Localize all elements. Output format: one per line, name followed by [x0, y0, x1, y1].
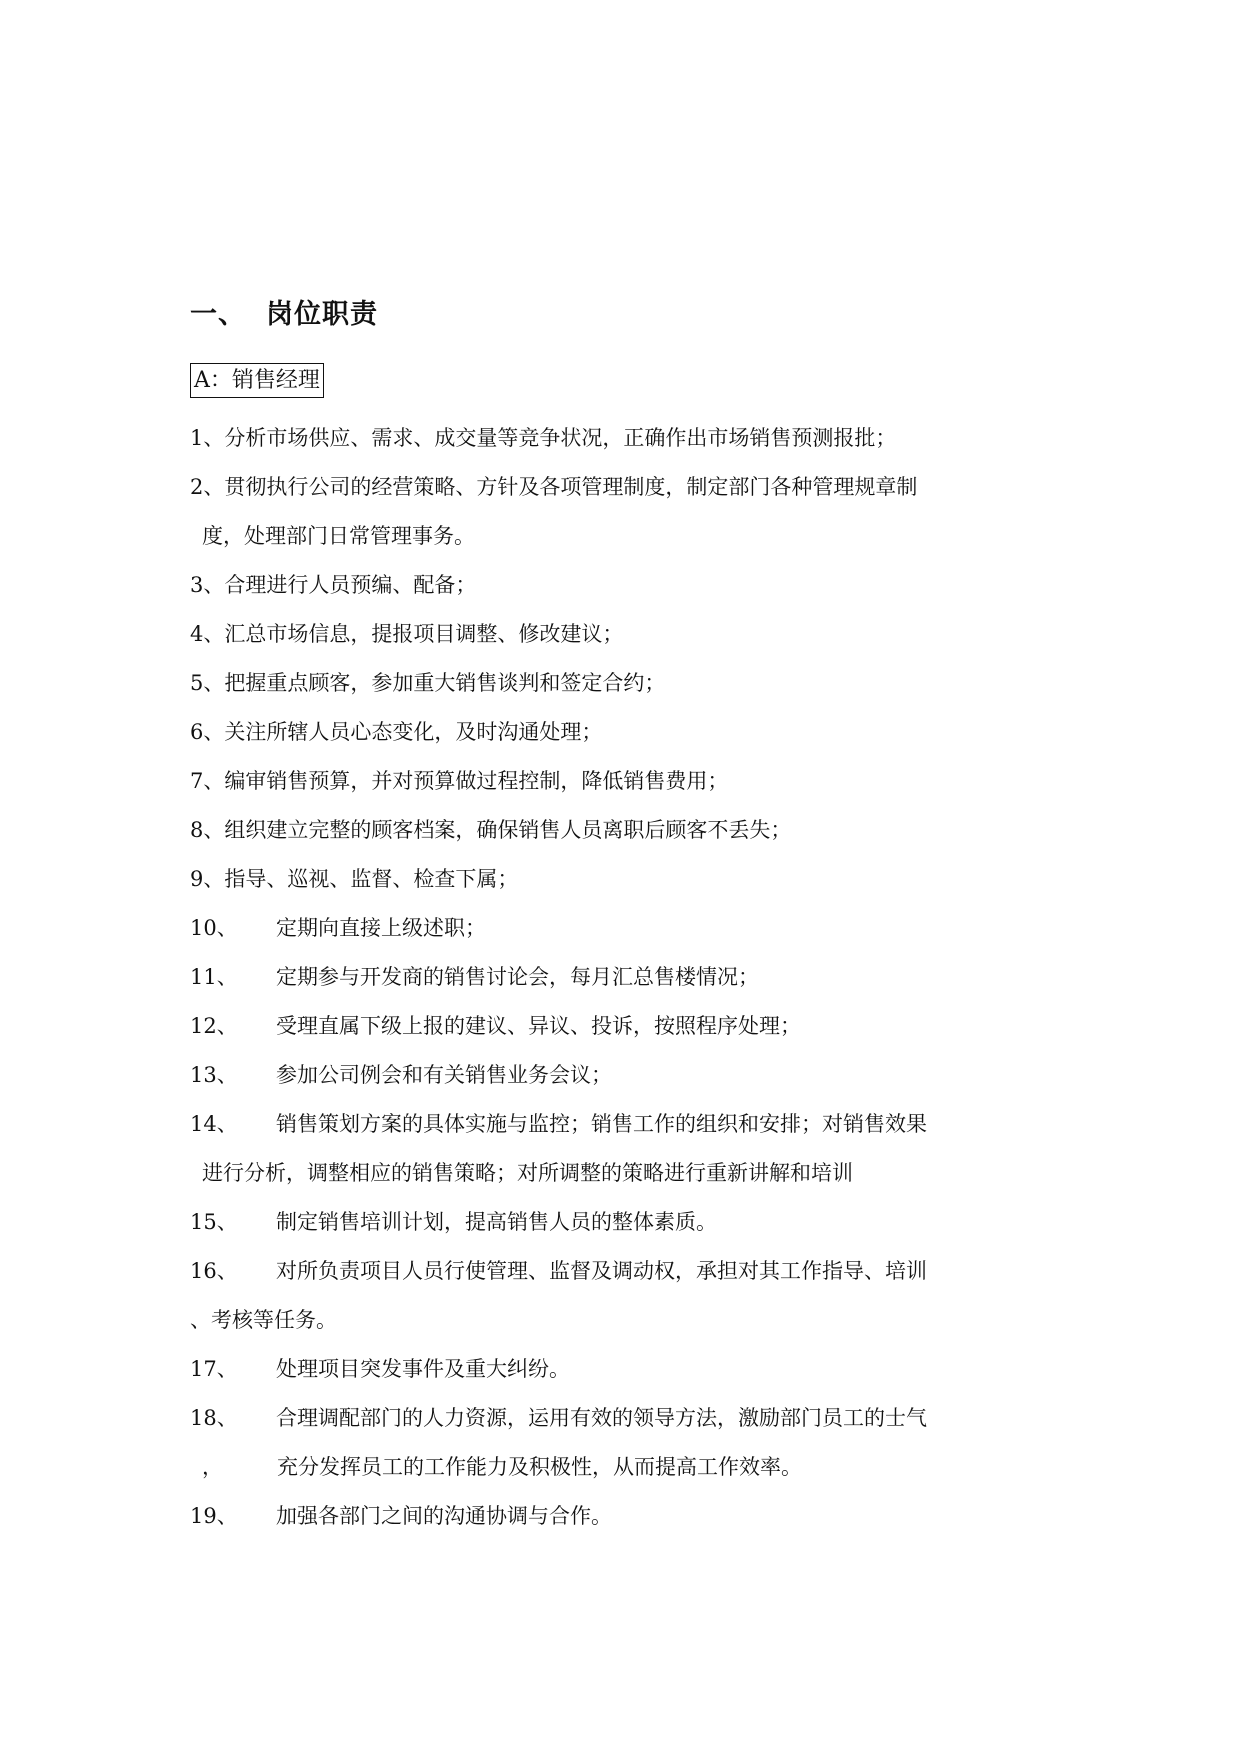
duty-item — [190, 1394, 1070, 1492]
subsection-label: A：销售经理 — [190, 363, 324, 398]
duty-text: 关注所辖人员心态变化，及时沟通处理； — [224, 720, 603, 744]
duty-number: 14、 — [190, 1112, 238, 1136]
duty-number: 11、 — [190, 965, 238, 989]
duty-text-continuation: 进行分析，调整相应的销售策略；对所调整的策略进行重新讲解和培训 — [202, 1161, 853, 1185]
duty-item — [190, 1492, 1070, 1541]
duty-number: 19、 — [190, 1504, 238, 1528]
duty-number: 1、 — [190, 426, 225, 450]
duty-number: 16、 — [190, 1259, 238, 1283]
duty-text: 汇总市场信息，提报项目调整、修改建议； — [224, 622, 624, 646]
duty-continuation-lead: ， — [202, 1455, 223, 1479]
duty-number: 7、 — [190, 769, 225, 793]
duty-item — [190, 708, 1070, 757]
duty-number: 18、 — [190, 1406, 238, 1430]
duty-item — [190, 1247, 1070, 1345]
duty-text: 加强各部门之间的沟通协调与合作。 — [276, 1504, 612, 1528]
duty-text: 分析市场供应、需求、成交量等竞争状况，正确作出市场销售预测报批； — [224, 426, 897, 450]
duty-text-continuation: 、考核等任务。 — [190, 1308, 337, 1332]
duty-text: 销售策划方案的具体实施与监控；销售工作的组织和安排；对销售效果 — [276, 1112, 927, 1136]
duty-number: 3、 — [190, 573, 225, 597]
duty-number: 15、 — [190, 1210, 238, 1234]
duty-item — [190, 1002, 1070, 1051]
duty-item — [190, 953, 1070, 1002]
duty-list — [190, 414, 1070, 1541]
duty-item — [190, 757, 1070, 806]
duty-number: 13、 — [190, 1063, 238, 1087]
duty-item — [190, 1198, 1070, 1247]
duty-text: 指导、巡视、监督、检查下属； — [224, 867, 519, 891]
duty-text: 编审销售预算，并对预算做过程控制，降低销售费用； — [224, 769, 729, 793]
duty-number: 5、 — [190, 671, 225, 695]
section-title: 岗位职责 — [266, 299, 378, 330]
duty-text-continuation: 度，处理部门日常管理事务。 — [202, 524, 475, 548]
duty-text: 合理进行人员预编、配备； — [224, 573, 477, 597]
duty-text: 组织建立完整的顾客档案，确保销售人员离职后顾客不丢失； — [224, 818, 792, 842]
duty-text: 贯彻执行公司的经营策略、方针及各项管理制度，制定部门各种管理规章制 — [224, 475, 918, 499]
duty-item — [190, 1051, 1070, 1100]
duty-item — [190, 806, 1070, 855]
duty-text: 合理调配部门的人力资源，运用有效的领导方法，激励部门员工的士气 — [276, 1406, 927, 1430]
duty-text: 制定销售培训计划，提高销售人员的整体素质。 — [276, 1210, 717, 1234]
duty-text: 受理直属下级上报的建议、异议、投诉，按照程序处理； — [276, 1014, 801, 1038]
duty-number: 9、 — [190, 867, 225, 891]
duty-text: 定期向直接上级述职； — [276, 916, 486, 940]
duty-text: 处理项目突发事件及重大纠纷。 — [276, 1357, 570, 1381]
duty-item — [190, 659, 1070, 708]
duty-item — [190, 1100, 1070, 1198]
duty-item — [190, 561, 1070, 610]
duty-continuation-text: 充分发挥员工的工作能力及积极性，从而提高工作效率。 — [277, 1455, 802, 1479]
duty-number: 4、 — [190, 622, 225, 646]
section-number: 一、 — [190, 299, 246, 330]
duty-item — [190, 904, 1070, 953]
duty-text: 定期参与开发商的销售讨论会，每月汇总售楼情况； — [276, 965, 759, 989]
duty-item — [190, 1345, 1070, 1394]
duty-item — [190, 463, 1070, 561]
duty-item — [190, 414, 1070, 463]
duty-number: 17、 — [190, 1357, 238, 1381]
duty-number: 2、 — [190, 475, 225, 499]
duty-text-continuation — [190, 1443, 1070, 1492]
duty-text: 把握重点顾客，参加重大销售谈判和签定合约； — [224, 671, 666, 695]
duty-text: 对所负责项目人员行使管理、监督及调动权，承担对其工作指导、培训 — [276, 1259, 927, 1283]
duty-number: 12、 — [190, 1014, 238, 1038]
section-heading — [190, 292, 378, 331]
duty-text: 参加公司例会和有关销售业务会议； — [276, 1063, 612, 1087]
duty-item — [190, 855, 1070, 904]
duty-item — [190, 610, 1070, 659]
duty-number: 8、 — [190, 818, 225, 842]
duty-number: 10、 — [190, 916, 238, 940]
duty-number: 6、 — [190, 720, 225, 744]
